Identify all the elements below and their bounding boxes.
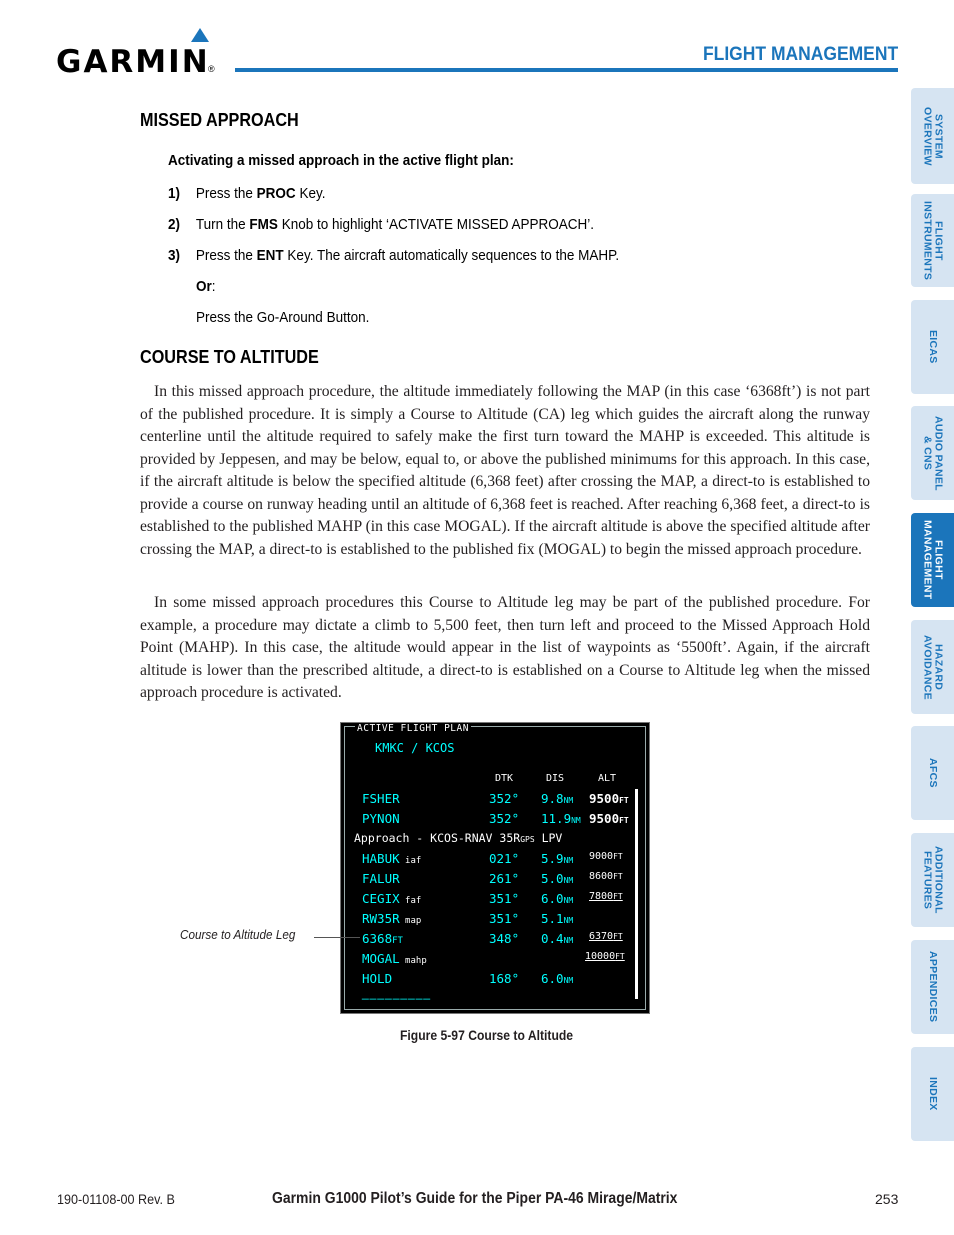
fpl-row[interactable]: [341, 791, 641, 811]
waypoint-tag: faf: [399, 896, 422, 906]
waypoint: [362, 911, 421, 926]
tab-label: APPENDICES: [927, 951, 939, 1023]
tab-eicas[interactable]: [911, 300, 954, 394]
approach-suffix: LPV: [534, 831, 563, 845]
alt-action: Press the Go-Around Button.: [196, 309, 370, 326]
alt-value: 8600: [589, 871, 614, 882]
alt: [589, 931, 623, 942]
fpl-row[interactable]: [341, 891, 641, 911]
dtk: 351°: [489, 911, 520, 926]
alt-unit: FT: [615, 952, 625, 961]
dis: [541, 911, 573, 926]
fpl-row[interactable]: [341, 871, 641, 891]
key-name: FMS: [249, 216, 278, 233]
procedure-lead: Activating a missed approach in the active flight plan:: [168, 152, 514, 169]
tab-flight-management[interactable]: [911, 513, 954, 607]
waypoint-tag: mahp: [399, 956, 427, 966]
alt-unit: FT: [619, 796, 629, 805]
alt-value: 7800: [589, 891, 614, 902]
tab-label: FLIGHT INSTRUMENTS: [921, 200, 945, 281]
fpl-row[interactable]: [341, 911, 641, 931]
col-dis: DIS: [546, 773, 565, 784]
logo-wordmark: GARMIN: [56, 44, 210, 80]
alt: [589, 851, 623, 862]
waypoint: [362, 891, 421, 906]
footer-doc-number: 190-01108-00 Rev. B: [57, 1191, 175, 1207]
dis-value: 9.8: [541, 791, 564, 806]
alt: [589, 811, 629, 826]
alt-value: 9500: [589, 791, 620, 806]
step-text: Key. The aircraft automatically sequences to the MAHP.: [283, 247, 620, 264]
dis-value: 5.0: [541, 871, 564, 886]
dis: [541, 931, 573, 946]
or-line: [196, 278, 216, 295]
alt: [589, 791, 629, 806]
heading-course-to-altitude: COURSE TO ALTITUDE: [140, 347, 319, 367]
step-text: Turn the: [195, 216, 250, 233]
approach-prefix: Approach -: [354, 831, 431, 845]
tab-audio-panel[interactable]: [911, 406, 954, 500]
tab-hazard-avoidance[interactable]: [911, 620, 954, 714]
tab-system-overview[interactable]: [911, 88, 954, 184]
header-rule: [235, 68, 898, 72]
display-route: KMKC / KCOS: [375, 741, 455, 755]
figure-caption: Figure 5-97 Course to Altitude: [400, 1028, 574, 1043]
dis-unit: NM: [563, 796, 574, 805]
dis-value: 11.9: [541, 811, 572, 826]
waypoint: [362, 931, 403, 946]
approach-row[interactable]: [341, 831, 641, 851]
alt-unit: FT: [613, 892, 623, 901]
or-word: Or: [196, 278, 212, 295]
waypoint-tag: iaf: [399, 856, 422, 866]
display-title: ACTIVE FLIGHT PLAN: [357, 723, 469, 734]
tab-appendices[interactable]: [911, 940, 954, 1034]
waypoint-id: HABUK: [362, 851, 400, 866]
callout-leader-line: [314, 937, 360, 938]
key-name: PROC: [256, 185, 296, 202]
waypoint: [362, 851, 421, 866]
dis-unit: NM: [563, 876, 574, 885]
callout-label: Course to Altitude Leg: [180, 927, 296, 942]
scrollbar[interactable]: [635, 789, 638, 999]
step-text: Press the: [195, 247, 257, 264]
waypoint-id: MOGAL: [362, 951, 400, 966]
tab-label: FLIGHT MANAGEMENT: [921, 520, 945, 600]
alt-value: 6370: [589, 931, 614, 942]
waypoint: HOLD: [362, 971, 393, 986]
fpl-row-course-to-altitude[interactable]: [341, 931, 641, 951]
step-1: [168, 185, 325, 202]
fpl-row[interactable]: [341, 951, 641, 971]
approach-name: KCOS-RNAV 35R: [430, 831, 521, 845]
step-3: [168, 247, 619, 264]
dtk: 352°: [489, 791, 520, 806]
registered-mark: ®: [208, 64, 215, 74]
fpl-row[interactable]: [341, 851, 641, 871]
footer-title: Garmin G1000 Pilot’s Guide for the Piper PA-46 Mirage/Matrix: [272, 1190, 678, 1207]
tab-label: INDEX: [927, 1077, 939, 1111]
dtk: 021°: [489, 851, 520, 866]
dis: [541, 891, 573, 906]
step-number: 3): [168, 247, 181, 264]
or-colon: :: [211, 278, 216, 295]
active-flight-plan-display: [340, 722, 650, 1014]
waypoint: PYNON: [362, 811, 400, 826]
dtk: 261°: [489, 871, 520, 886]
approach-gps: GPS: [520, 835, 535, 844]
tab-label: HAZARD AVOIDANCE: [921, 634, 945, 700]
alt-value: 9000: [589, 851, 614, 862]
tab-additional-features[interactable]: [911, 833, 954, 927]
tab-index[interactable]: [911, 1047, 954, 1141]
waypoint-id: CEGIX: [362, 891, 400, 906]
approach-label: [354, 831, 562, 845]
tab-label: AFCS: [927, 758, 939, 788]
alt: [589, 871, 623, 882]
dtk: 351°: [489, 891, 520, 906]
dis: [541, 971, 573, 986]
dis: [541, 871, 573, 886]
dtk: 348°: [489, 931, 520, 946]
col-dtk: DTK: [495, 773, 514, 784]
waypoint-tag: map: [399, 916, 422, 926]
paragraph-2: In some missed approach procedures this Course to Altitude leg may be part of the published procedure. For example, a procedure may dictate a climb to 5,500 feet, then turn left and proceed to the Missed Approach Hold Point (MAHP). In this case, the altitude would appear in the list of waypoints as ‘5500ft’. Again, if the aircraft altitude is lower than the prescribed altitude, a direct-to is established on a Course to Altitude leg when the missed approach procedure is activated.: [140, 594, 870, 701]
alt: [589, 891, 623, 902]
tab-label: AUDIO PANEL & CNS: [921, 415, 945, 491]
tab-label: ADDITIONAL FEATURES: [921, 846, 945, 914]
dtk: 168°: [489, 971, 520, 986]
dis-unit: NM: [563, 856, 574, 865]
dis-unit: NM: [563, 936, 574, 945]
fpl-row[interactable]: [341, 811, 641, 831]
empty-waypoint-dashes: _________: [362, 986, 432, 1000]
alt-unit: FT: [613, 852, 623, 861]
alt-unit: FT: [613, 932, 623, 941]
dis-value: 6.0: [541, 971, 564, 986]
tab-label: SYSTEM OVERVIEW: [921, 106, 945, 166]
dis-unit: NM: [571, 816, 581, 825]
dis: [541, 791, 573, 806]
dtk: 352°: [489, 811, 520, 826]
dis: [541, 851, 573, 866]
page-number: 253: [875, 1191, 899, 1207]
alt-unit: FT: [619, 816, 629, 825]
logo-triangle-icon: [191, 28, 209, 42]
dis-unit: NM: [563, 976, 574, 985]
alt-unit: FT: [613, 872, 623, 881]
garmin-logo: [56, 28, 221, 78]
tab-flight-instruments[interactable]: [911, 194, 954, 287]
section-title: FLIGHT MANAGEMENT: [702, 44, 898, 65]
col-alt: ALT: [598, 773, 617, 784]
dis-value: 5.1: [541, 911, 564, 926]
key-name: ENT: [256, 247, 284, 264]
paragraph-1: In this missed approach procedure, the altitude immediately following the MAP (in this case ‘6368ft’) is not part of the published procedure. It is simply a Course to Altitude (CA) leg which guides the aircraft along the runway centerline until the altitude required to safely make the first turn toward the MAHP is exceeded. This altitude is provided by Jeppesen, and may be below, equal to, or above the published minimums for this approach. In this case, if the aircraft altitude is below the specified altitude (6,368 feet) after crossing the MAP, a direct-to is established to provide a course on runway heading until an altitude of 6,368 feet is reached. After reaching 6,368 feet, a direct-to is established to the published MAHP (in this case MOGAL). If the aircraft altitude is above the specified altitude after crossing the MAP, a direct-to is established to the published fix (MOGAL) to begin the missed approach procedure.: [140, 383, 870, 558]
step-text: Knob to highlight ‘ACTIVATE MISSED APPROACH’.: [277, 216, 595, 233]
step-number: 2): [168, 216, 181, 233]
alt-value: 10000: [585, 951, 616, 962]
waypoint-id: 6368: [362, 931, 393, 946]
dis-unit: NM: [563, 896, 574, 905]
step-2: [168, 216, 594, 233]
step-number: 1): [168, 185, 181, 202]
waypoint: [362, 951, 427, 966]
waypoint: FSHER: [362, 791, 400, 806]
tab-label: EICAS: [927, 330, 939, 364]
alt: [585, 951, 625, 962]
tab-afcs[interactable]: [911, 726, 954, 820]
dis-unit: NM: [563, 916, 574, 925]
alt-value: 9500: [589, 811, 620, 826]
waypoint-id: RW35R: [362, 911, 400, 926]
heading-missed-approach: MISSED APPROACH: [140, 110, 299, 130]
waypoint: FALUR: [362, 871, 400, 886]
step-text: Press the: [195, 185, 257, 202]
dis: [541, 811, 581, 826]
dis-value: 6.0: [541, 891, 564, 906]
step-text: Key.: [295, 185, 326, 202]
dis-value: 0.4: [541, 931, 564, 946]
dis-value: 5.9: [541, 851, 564, 866]
waypoint-unit: FT: [392, 936, 403, 946]
